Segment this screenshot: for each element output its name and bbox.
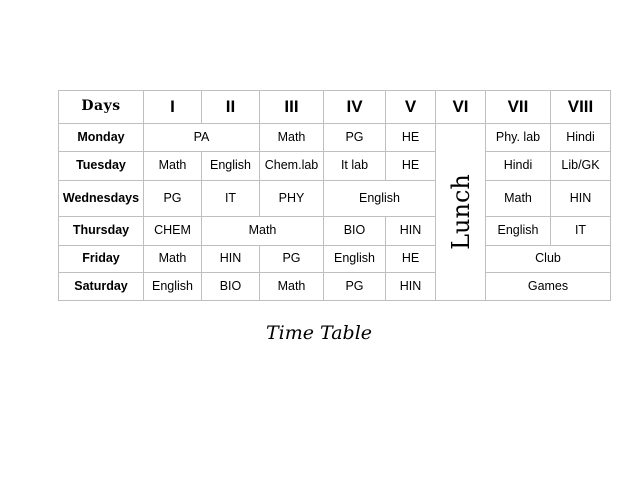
table-cell: English [144, 273, 202, 301]
table-cell: HIN [386, 217, 436, 246]
table-cell: Chem.lab [260, 152, 324, 181]
table-cell: HIN [202, 246, 260, 273]
table-row [59, 246, 611, 273]
table-cell: PG [144, 181, 202, 217]
table-cell: PG [324, 124, 386, 152]
header-days: Days [59, 91, 144, 124]
header-period-3: III [260, 91, 324, 124]
table-cell: Math [260, 273, 324, 301]
header-period-8: VIII [551, 91, 611, 124]
table-cell: English [486, 217, 551, 246]
table-cell: Math [144, 152, 202, 181]
lunch-label: Lunch [446, 174, 475, 250]
header-period-1: I [144, 91, 202, 124]
table-cell: HE [386, 124, 436, 152]
table-cell: HIN [551, 181, 611, 217]
day-cell: Thursday [59, 217, 144, 246]
header-row [59, 91, 611, 124]
day-cell: Tuesday [59, 152, 144, 181]
table-cell: HIN [386, 273, 436, 301]
table-cell: Math [260, 124, 324, 152]
table-cell: English [202, 152, 260, 181]
table-cell: BIO [324, 217, 386, 246]
day-cell: Wednesdays [59, 181, 144, 217]
table-cell: English [324, 246, 386, 273]
table-cell: English [324, 181, 436, 217]
timetable [58, 90, 611, 301]
table-cell: Hindi [486, 152, 551, 181]
table-cell: PG [260, 246, 324, 273]
header-period-5: V [386, 91, 436, 124]
header-period-6: VI [436, 91, 486, 124]
table-cell: It lab [324, 152, 386, 181]
day-cell: Monday [59, 124, 144, 152]
table-cell: Phy. lab [486, 124, 551, 152]
day-cell: Saturday [59, 273, 144, 301]
table-cell: IT [202, 181, 260, 217]
table-cell: PHY [260, 181, 324, 217]
table-cell: Hindi [551, 124, 611, 152]
lunch-cell [436, 124, 486, 301]
table-cell: PG [324, 273, 386, 301]
table-cell: HE [386, 246, 436, 273]
table-cell: Math [486, 181, 551, 217]
table-cell: PA [144, 124, 260, 152]
day-cell: Friday [59, 246, 144, 273]
caption: Time Table [265, 322, 373, 344]
table-cell: CHEM [144, 217, 202, 246]
table-cell: Club [486, 246, 611, 273]
table-cell: HE [386, 152, 436, 181]
table-row [59, 124, 611, 152]
table-cell: IT [551, 217, 611, 246]
table-row [59, 152, 611, 181]
header-period-2: II [202, 91, 260, 124]
table-row [59, 181, 611, 217]
table-row [59, 217, 611, 246]
header-period-7: VII [486, 91, 551, 124]
table-cell: BIO [202, 273, 260, 301]
table-row [59, 273, 611, 301]
table-cell: Lib/GK [551, 152, 611, 181]
table-cell: Math [144, 246, 202, 273]
table-cell: Math [202, 217, 324, 246]
table-cell: Games [486, 273, 611, 301]
header-period-4: IV [324, 91, 386, 124]
